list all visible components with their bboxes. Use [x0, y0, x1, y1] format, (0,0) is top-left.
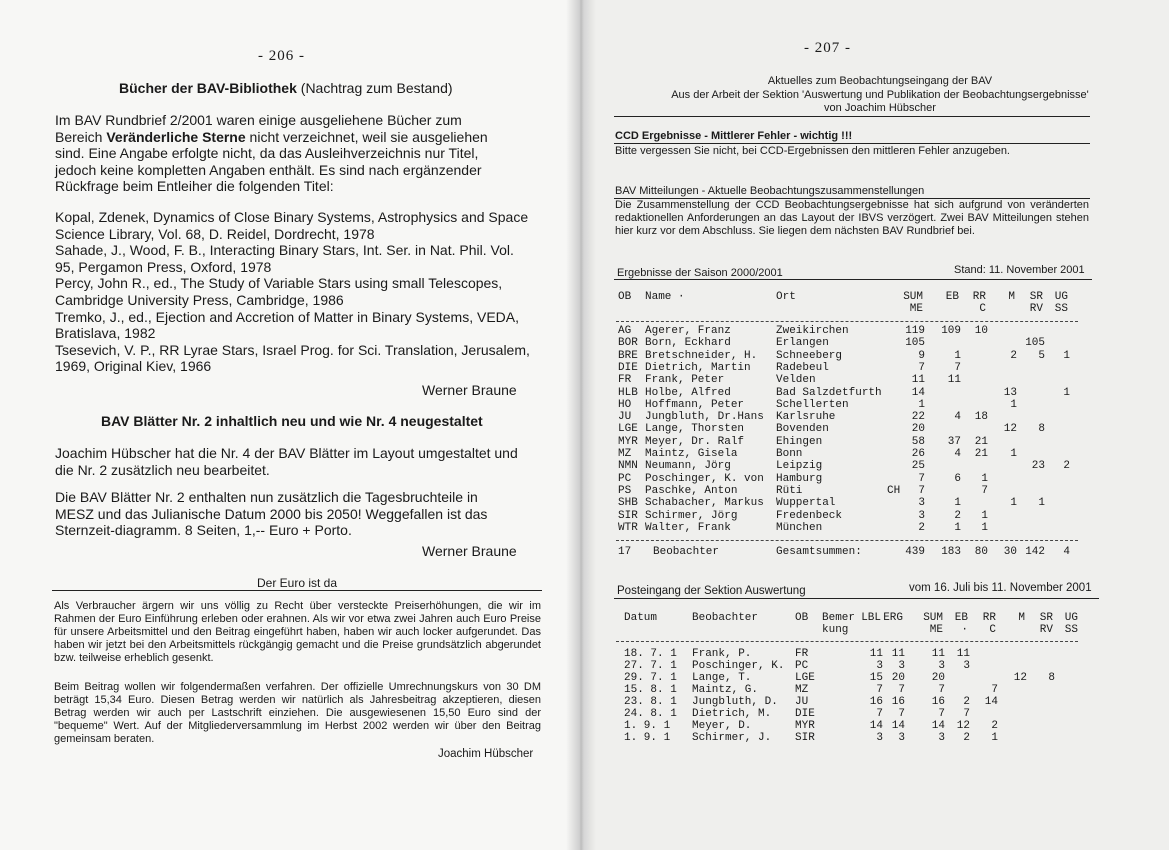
- column-header: SR: [1039, 612, 1053, 624]
- table-cell: 7: [898, 684, 905, 696]
- table-cell: 16: [869, 696, 883, 708]
- table-cell: 7: [918, 484, 925, 497]
- table-cell: 7: [981, 484, 988, 497]
- table-cell: 7: [938, 684, 945, 696]
- table-cell: 3: [938, 660, 945, 672]
- table-cell: 26: [911, 448, 925, 460]
- title-rest: (Nachtrag zum Bestand): [296, 80, 453, 96]
- column-header-sub: ·: [961, 624, 968, 636]
- column-header: SUM: [903, 291, 923, 303]
- table-cell: 1: [918, 398, 925, 411]
- table-cell: BOR: [618, 337, 638, 350]
- intro-bold: Veränderliche Sterne: [106, 128, 246, 145]
- table-cell: 3: [963, 660, 970, 672]
- table-cell: 8: [1048, 672, 1055, 684]
- dashed-rule: [616, 321, 1078, 322]
- column-header: SR: [1029, 291, 1043, 303]
- table-cell: Bad Salzdetfurth: [776, 386, 882, 399]
- column-header: Beobachter: [692, 612, 759, 624]
- table-cell: HLB: [618, 386, 638, 399]
- table-cell: 119: [905, 325, 925, 337]
- table-cell: Schirmer, J.: [692, 732, 772, 744]
- table-cell: LGE: [618, 423, 638, 436]
- total-cell: 30: [1003, 546, 1017, 559]
- table-cell: HO: [618, 398, 632, 411]
- table-cell: Frank, Peter: [645, 374, 725, 387]
- euro-para2: Beim Beitrag wollen wir folgendermaßen verfahren. Der offizielle Umrechnungskurs von 30 DM beträgt 15,34 Euro. Diesen Betrag werden wir natürlich als Jahresbeitrag akzeptieren, diesen Betrag werden wir auch per Lastschrift einziehen. Die ausgewiesenen 15,50 Euro sind der "bequeme" Wert. Auf der Mitgliederversammlung im Herbst 2002 werden wir über den Beitrag gemeinsam beraten.: [54, 681, 541, 745]
- table-cell: Zweikirchen: [776, 325, 849, 337]
- book-item: Tremko, J., ed., Ejection and Accretion of Matter in Binary Systems, VEDA, Bratislava, 1982: [55, 308, 519, 342]
- table-cell: 2: [963, 732, 970, 744]
- table-cell: LGE: [795, 672, 815, 684]
- table-cell: Bonn: [776, 448, 803, 460]
- section-title-euro: Der Euro ist da: [257, 576, 338, 590]
- table-cell: PS: [618, 484, 632, 497]
- table-cell: MYR: [795, 720, 815, 732]
- table-cell: 16: [931, 696, 945, 708]
- table-cell: 2: [954, 509, 961, 522]
- table-cell: 1: [1038, 497, 1045, 510]
- table-cell: 15. 8. 1: [624, 684, 677, 696]
- book-item: Kopal, Zdenek, Dynamics of Close Binary Systems, Astrophysics and Space Science Library, Vol. 68, D. Reidel, Dordrecht, 1978: [55, 209, 529, 242]
- table-cell: 12: [1003, 423, 1017, 436]
- table-cell: München: [776, 521, 823, 534]
- table-cell: 12: [956, 720, 970, 732]
- table-cell: FR: [795, 648, 809, 660]
- table-cell: 3: [876, 660, 883, 672]
- table-cell: Rüti: [776, 484, 803, 497]
- table-cell: Paschke, Anton: [645, 484, 738, 497]
- table-cell: 12: [1013, 672, 1027, 684]
- table-cell: JU: [795, 696, 809, 708]
- table-cell: Schellerten: [776, 398, 849, 411]
- table-cell: 4: [954, 411, 961, 424]
- table-cell: 1: [954, 497, 961, 510]
- column-header: UG: [1064, 612, 1078, 624]
- table-cell: 23. 8. 1: [624, 696, 677, 708]
- blaetter-para2: Die BAV Blätter Nr. 2 enthalten nun zusätzlich die Tagesbruchteile in MESZ und das Julianische Datum 2000 bis 2050! Weggefallen ist das Sternzeit-diagramm. 8 Seiten, 1,-- Euro + Porto.: [55, 489, 488, 539]
- table-cell: 2: [963, 696, 970, 708]
- posteingang-title: Posteingang der Sektion Auswertung: [617, 585, 806, 597]
- section-title-blaetter: BAV Blätter Nr. 2 inhaltlich neu und wie Nr. 4 neugestaltet: [101, 413, 483, 429]
- author: Werner Braune: [422, 382, 517, 398]
- column-header: SUM: [923, 612, 943, 624]
- divider: [614, 116, 1090, 117]
- table-cell: Maintz, G.: [692, 684, 759, 696]
- table-cell: Agerer, Franz: [645, 325, 731, 337]
- intro-text: Im BAV Rundbrief 2/2001 waren einige ausgeliehene Bücher zum Bereich: [55, 112, 462, 145]
- season-stand: Stand: 11. November 2001: [954, 264, 1085, 276]
- table-cell: 7: [991, 684, 998, 696]
- right-page: [580, 0, 1169, 850]
- table-cell: 9: [918, 349, 925, 362]
- column-header-sub: kung: [822, 624, 849, 636]
- column-header-sub: ME: [909, 303, 923, 315]
- table-cell: 3: [898, 660, 905, 672]
- table-cell: 5: [1038, 349, 1045, 362]
- column-header: OB: [795, 612, 809, 624]
- table-cell: 1: [1010, 398, 1017, 411]
- table-cell: Wuppertal: [776, 497, 836, 510]
- dashed-rule: [616, 540, 1078, 541]
- column-header-sub: ME: [929, 624, 943, 636]
- table-cell: Leipzig: [776, 460, 823, 473]
- table-cell: 7: [898, 708, 905, 720]
- table-cell: Dietrich, Martin: [645, 361, 751, 374]
- ccd-title: CCD Ergebnisse - Mittlerer Fehler - wichtig !!!: [615, 130, 853, 142]
- page-number: - 206 -: [258, 48, 305, 64]
- table-cell: Holbe, Alfred: [645, 386, 731, 399]
- column-header-sub: SS: [1054, 303, 1068, 315]
- table-cell: 10: [974, 325, 988, 337]
- table-cell: 2: [1063, 460, 1070, 473]
- column-header: M: [1018, 612, 1025, 624]
- table-cell: 27. 7. 1: [624, 660, 677, 672]
- table-cell: PC: [795, 660, 809, 672]
- total-cell: 439: [905, 546, 925, 559]
- table-cell: 8: [1038, 423, 1045, 436]
- total-cell: 142: [1025, 546, 1045, 559]
- table-cell: 1: [1063, 386, 1070, 399]
- table-cell: Dietrich, M.: [692, 708, 772, 720]
- table-cell: JU: [618, 411, 632, 424]
- table-cell: MZ: [795, 684, 809, 696]
- table-cell: 11: [931, 648, 945, 660]
- table-cell: 1: [981, 509, 988, 522]
- header-line: Aus der Arbeit der Sektion 'Auswertung und Publikation der Beobachtungsergebnisse': [671, 88, 1089, 101]
- table-cell: Jungbluth, D.: [692, 696, 778, 708]
- table-cell: 14: [891, 720, 905, 732]
- table-cell: 7: [938, 708, 945, 720]
- mitteilungen-text: Die Zusammenstellung der CCD Beobachtungsergebnisse hat sich aufgrund von veränderten redaktionellen Anforderungen an das Layout der IBVS verzögert. Zwei BAV Mitteilungen stehen hier kurz vor dem Abschluss. Sie liegen dem nächsten BAV Rundbrief bei.: [615, 199, 1089, 237]
- column-header: M: [1008, 291, 1015, 303]
- table-cell: Lange, T.: [692, 672, 752, 684]
- table-cell: BRE: [618, 349, 638, 362]
- table-cell: Born, Eckhard: [645, 337, 731, 350]
- table-cell: 14: [869, 720, 883, 732]
- table-cell: 109: [941, 325, 961, 337]
- table-cell: AG: [618, 325, 632, 337]
- table-cell: 23: [1031, 460, 1045, 473]
- divider: [52, 590, 542, 591]
- table-cell: 1: [981, 521, 988, 534]
- book-item: Percy, John R., ed., The Study of Variable Stars using small Telescopes, Cambridge University Press, Cambridge, 1986: [55, 275, 503, 308]
- table-cell: 7: [876, 684, 883, 696]
- blaetter-para1: Joachim Hübscher hat die Nr. 4 der BAV Blätter im Layout umgestaltet und die Nr. 2 zusätzlich neu bearbeitet.: [55, 445, 518, 478]
- table-cell: Karlsruhe: [776, 411, 836, 424]
- column-header: ERG: [883, 612, 903, 624]
- table-cell: Lange, Thorsten: [645, 423, 745, 436]
- table-cell: Poschinger, K. von: [645, 472, 764, 485]
- total-cell: Beobachter: [653, 546, 720, 559]
- section-title-library: [119, 80, 453, 96]
- table-cell: FR: [618, 374, 632, 387]
- table-cell: Hamburg: [776, 472, 823, 485]
- library-intro: [55, 112, 500, 195]
- mitteilungen-title: BAV Mitteilungen - Aktuelle Beobachtungszusammenstellungen: [615, 185, 925, 197]
- table-cell: Fredenbeck: [776, 509, 843, 522]
- total-cell: 4: [1063, 546, 1070, 559]
- table-cell: 7: [876, 708, 883, 720]
- table-cell: 14: [911, 386, 925, 399]
- table-cell: 18: [974, 411, 988, 424]
- table-cell: NMN: [618, 460, 638, 473]
- table-cell: 20: [931, 672, 945, 684]
- total-cell: Gesamtsummen:: [776, 546, 862, 559]
- table-cell: Schirmer, Jörg: [645, 509, 738, 522]
- table-cell: 2: [991, 720, 998, 732]
- table-cell: Ehingen: [776, 435, 823, 448]
- table-cell: Erlangen: [776, 337, 829, 350]
- table-cell: Bovenden: [776, 423, 829, 436]
- posteingang-period: vom 16. Juli bis 11. November 2001: [909, 582, 1092, 594]
- column-header: Ort: [776, 291, 796, 303]
- table-cell: Frank, P.: [692, 648, 752, 660]
- table-cell: 7: [918, 472, 925, 485]
- column-header: RR: [972, 291, 986, 303]
- table-cell: 11: [869, 648, 883, 660]
- book-item: Tsesevich, V. P., RR Lyrae Stars, Israel Prog. for Sci. Translation, Jerusalem, 1969, Original Kiev, 1966: [55, 341, 530, 375]
- table-cell: 3: [918, 509, 925, 522]
- table-cell: 14: [984, 696, 998, 708]
- table-cell: 3: [938, 732, 945, 744]
- table-cell: WTR: [618, 521, 638, 534]
- title-bold: Bücher der BAV-Bibliothek: [119, 80, 297, 96]
- dashed-rule: [616, 641, 1078, 642]
- intro-text-2: nicht verzeichnet, weil sie ausgeliehen sind. Eine Angabe erfolgte nicht, da das Ausleihverzeichnis nur Titel, jedoch keine kompletten Angaben enthält. Es sind nach ergänzender Rückfrage beim Entleiher die folgenden Titel:: [55, 128, 488, 195]
- table-cell: Radebeul: [776, 361, 829, 374]
- divider: [614, 143, 1090, 144]
- table-cell: 105: [905, 337, 925, 350]
- table-cell: Meyer, Dr. Ralf: [645, 435, 745, 448]
- total-cell: 17: [618, 546, 632, 559]
- table-cell: 11: [911, 374, 925, 387]
- table-cell: SHB: [618, 497, 638, 510]
- table-cell: DIE: [618, 361, 638, 374]
- table-cell: Poschinger, K.: [692, 660, 785, 672]
- column-header-sub: SS: [1064, 624, 1078, 636]
- table-cell: 18. 7. 1: [624, 648, 677, 660]
- column-header: LBL: [861, 612, 881, 624]
- table-cell: 25: [911, 460, 925, 473]
- total-cell: 80: [974, 546, 988, 559]
- table-cell: 11: [891, 648, 905, 660]
- table-cell: Velden: [776, 374, 816, 387]
- column-header: EB: [954, 612, 968, 624]
- season-title: Ergebnisse der Saison 2000/2001: [617, 267, 783, 279]
- book-list: [55, 209, 530, 375]
- table-cell: 1: [1063, 349, 1070, 362]
- table-cell: MZ: [618, 448, 632, 460]
- table-cell: 16: [891, 696, 905, 708]
- table-cell: 11: [956, 648, 970, 660]
- ccd-text: Bitte vergessen Sie nicht, bei CCD-Ergebnissen den mittleren Fehler anzugeben.: [615, 145, 1010, 157]
- table-cell: SIR: [618, 509, 638, 522]
- table-cell: 1. 9. 1: [624, 720, 671, 732]
- table-cell: 1: [981, 472, 988, 485]
- table-cell: 37: [947, 435, 961, 448]
- table-cell: Meyer, D.: [692, 720, 752, 732]
- table-cell: 29. 7. 1: [624, 672, 677, 684]
- header-line: Aktuelles zum Beobachtungseingang der BAV: [767, 75, 993, 87]
- column-header-sub: C: [989, 624, 996, 636]
- column-header-sub: C: [979, 303, 986, 315]
- table-cell: SIR: [795, 732, 815, 744]
- column-header: OB: [618, 291, 632, 303]
- table-cell: MYR: [618, 435, 638, 448]
- table-cell: 1: [954, 521, 961, 534]
- table-cell: 1. 9. 1: [624, 732, 671, 744]
- table-cell: 2: [1010, 349, 1017, 362]
- article-header: [580, 75, 1169, 116]
- table-cell: Bretschneider, H.: [645, 349, 758, 362]
- table-cell: 6: [954, 472, 961, 485]
- table-cell: 21: [974, 435, 988, 448]
- left-page: [0, 0, 580, 850]
- table-cell: Walter, Frank: [645, 521, 731, 534]
- divider: [614, 598, 1099, 599]
- column-header: EB: [945, 291, 959, 303]
- column-header: RR: [982, 612, 996, 624]
- table-cell: 3: [876, 732, 883, 744]
- table-cell: 11: [947, 374, 961, 387]
- book-gutter: [566, 0, 596, 850]
- total-cell: 183: [941, 546, 961, 559]
- table-cell: 1: [1010, 497, 1017, 510]
- table-cell: 7: [963, 708, 970, 720]
- table-cell: 2: [918, 521, 925, 534]
- column-header: UG: [1054, 291, 1068, 303]
- table-cell: 14: [931, 720, 945, 732]
- table-cell: Maintz, Gisela: [645, 448, 738, 460]
- table-cell: 7: [918, 361, 925, 374]
- table-cell: 22: [911, 411, 925, 424]
- table-cell: 21: [974, 448, 988, 460]
- table-cell: 105: [1025, 337, 1045, 350]
- table-cell: 1: [991, 732, 998, 744]
- column-header: Bemer: [822, 612, 856, 624]
- table-cell: 58: [911, 435, 925, 448]
- divider: [614, 279, 1092, 280]
- header-line: von Joachim Hübscher: [824, 102, 936, 114]
- book-item: Sahade, J., Wood, F. B., Interacting Binary Stars, Int. Ser. in Nat. Phil. Vol. 95, Pergamon Press, Oxford, 1978: [55, 242, 514, 275]
- table-cell: PC: [618, 472, 632, 485]
- table-cell: 1: [954, 349, 961, 362]
- table-cell: 4: [954, 448, 961, 460]
- table-cell: Neumann, Jörg: [645, 460, 731, 473]
- table-cell: 24. 8. 1: [624, 708, 677, 720]
- table-cell: 13: [1003, 386, 1017, 399]
- table-cell: CH: [887, 484, 901, 497]
- author: Werner Braune: [422, 543, 517, 559]
- column-header: Datum: [624, 612, 658, 624]
- page-number: - 207 -: [804, 40, 851, 56]
- author: Joachim Hübscher: [438, 748, 534, 760]
- table-cell: 3: [898, 732, 905, 744]
- table-cell: 3: [918, 497, 925, 510]
- table-cell: Schabacher, Markus: [645, 497, 764, 510]
- table-cell: 1: [1010, 448, 1017, 460]
- column-header: Name ·: [645, 291, 685, 303]
- euro-para1: Als Verbraucher ärgern wir uns völlig zu Recht über versteckte Preiserhöhungen, die wir im Rahmen der Euro Einführung erleben oder erahnen. Als wir vor etwa zwei Jahren auch Euro Preise für unsere Arbeitsmittel und den Beitrag eingeführt haben, haben wir auch locker aufgerundet. Das haben wir jetzt bei den Arbeitsmittels rückgängig gemacht und die Preise grundsätzlich abgerundet bzw. teilweise erheblich gesenkt.: [54, 600, 541, 664]
- table-cell: 7: [954, 361, 961, 374]
- column-header-sub: RV: [1039, 624, 1053, 636]
- table-cell: 20: [891, 672, 905, 684]
- table-cell: 15: [869, 672, 883, 684]
- table-cell: 20: [911, 423, 925, 436]
- table-cell: Schneeberg: [776, 349, 843, 362]
- table-cell: Jungbluth, Dr.Hans: [645, 411, 764, 424]
- column-header-sub: RV: [1029, 303, 1043, 315]
- table-cell: Hoffmann, Peter: [645, 398, 745, 411]
- table-cell: DIE: [795, 708, 815, 720]
